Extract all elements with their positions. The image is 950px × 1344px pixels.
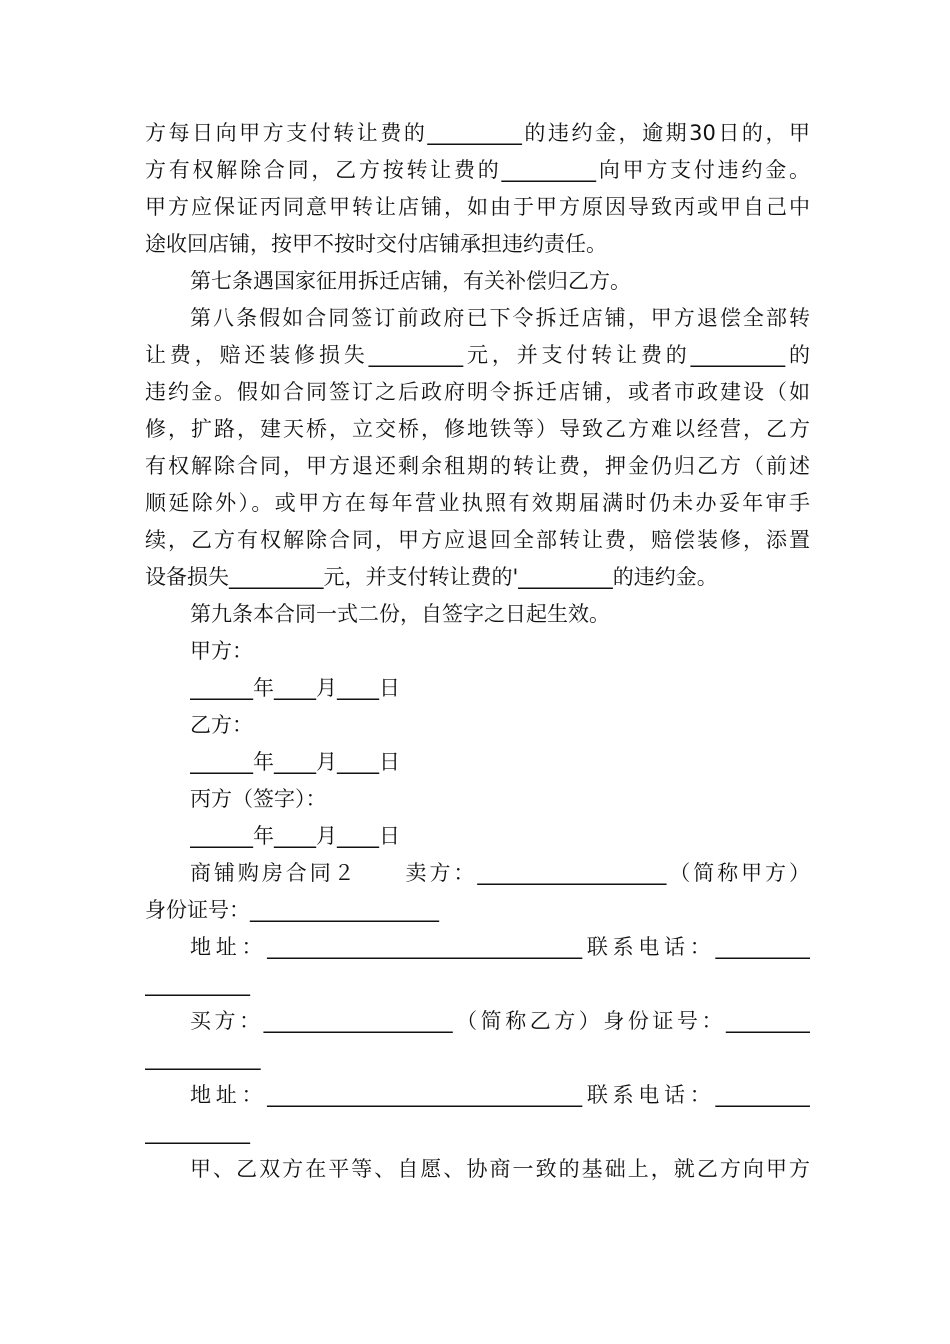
text-line-12: 续，乙方有权解除合同，甲方应退回全部转让费，赔偿装修，添置 [145, 528, 810, 552]
text-line-13: 设备损失_________元，并支付转让费的'_________的违约金。 [145, 565, 718, 589]
party-c-date: ______年____月____日 [190, 824, 400, 848]
text-line-9: 修，扩路，建天桥，立交桥，修地铁等）导致乙方难以经营，乙方 [145, 417, 810, 441]
party-a-date: ______年____月____日 [190, 676, 400, 700]
text-line-7: 让费，赔还装修损失_________元，并支付转让费的_________的 [145, 343, 810, 367]
party-b-date: ______年____月____日 [190, 750, 400, 774]
text-line-6: 第八条假如合同签订前政府已下令拆迁店铺，甲方退偿全部转 [190, 306, 810, 330]
text-line-final: 甲、乙双方在平等、自愿、协商一致的基础上，就乙方向甲方 [190, 1157, 810, 1181]
buyer-line: 买方：__________________（简称乙方）身份证号：________ [190, 1009, 810, 1033]
text-line-1: 方每日向甲方支付转让费的_________的违约金，逾期30日的，甲 [145, 121, 810, 145]
seller-id-line: 身份证号：__________________ [145, 898, 439, 922]
text-line-14: 第九条本合同一式二份，自签字之日起生效。 [190, 602, 610, 626]
party-c-label: 丙方（签字）： [190, 787, 327, 811]
text-line-8: 违约金。假如合同签订之后政府明令拆迁店铺，或者市政建设（如 [145, 380, 810, 404]
text-line-10: 有权解除合同，甲方退还剩余租期的转让费，押金仍归乙方（前述 [145, 454, 810, 478]
seller-address-line: 地址：______________________________联系电话：_________ [190, 935, 810, 959]
text-line-11: 顺延除外）。或甲方在每年营业执照有效期届满时仍未办妥年审手 [145, 491, 810, 515]
buyer-address-line: 地址：______________________________联系电话：_________ [190, 1083, 810, 1107]
text-line-4: 途收回店铺，按甲不按时交付店铺承担违约责任。 [145, 232, 607, 256]
party-a-label: 甲方： [190, 639, 253, 663]
buyer-phone-cont: __________ [145, 1120, 250, 1144]
text-line-5: 第七条遇国家征用拆迁店铺，有关补偿归乙方。 [190, 269, 631, 293]
text-line-3: 甲方应保证丙同意甲转让店铺，如由于甲方原因导致丙或甲自己中 [145, 195, 810, 219]
party-b-label: 乙方： [190, 713, 253, 737]
contract-2-heading: 商铺购房合同２ 卖方：__________________（简称甲方） [190, 861, 810, 885]
seller-phone-cont: __________ [145, 972, 250, 996]
text-line-2: 方有权解除合同，乙方按转让费的_________向甲方支付违约金。 [145, 158, 810, 182]
buyer-id-cont: ___________ [145, 1046, 261, 1070]
